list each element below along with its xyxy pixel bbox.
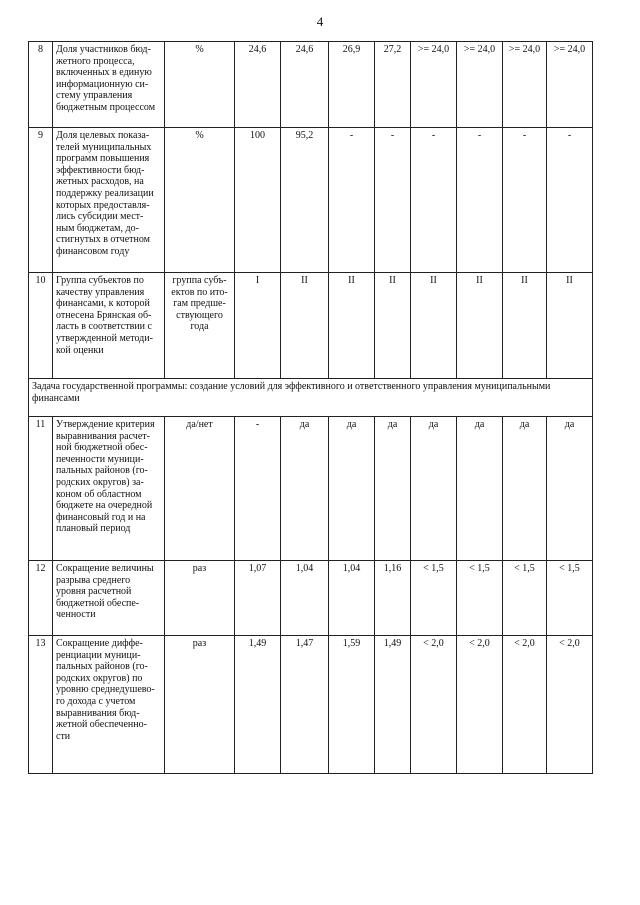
value-cell: < 2,0: [547, 636, 593, 774]
table-row: [29, 417, 593, 561]
value-cell: -: [457, 128, 503, 273]
value-cell: да: [503, 417, 547, 561]
value-cell: да: [375, 417, 411, 561]
value-cell: 1,07: [235, 561, 281, 636]
value-cell: >= 24,0: [547, 42, 593, 128]
value-cell: -: [329, 128, 375, 273]
value-cell: 1,04: [281, 561, 329, 636]
indicator-name: Сокращение диффе-ренциации муници-пальных районов (го-родских округов) по уровню среднедушево-го дохода с учетом выравнивания бюд-жетной обеспеченно-сти: [53, 636, 165, 774]
indicator-name: Сокращение величины разрыва среднего уровня расчетной бюджетной обеспе-ченности: [53, 561, 165, 636]
value-cell: < 1,5: [457, 561, 503, 636]
value-cell: 27,2: [375, 42, 411, 128]
value-cell: 1,59: [329, 636, 375, 774]
row-number: 9: [29, 128, 53, 273]
value-cell: >= 24,0: [411, 42, 457, 128]
value-cell: да: [281, 417, 329, 561]
table-row: [29, 636, 593, 774]
table-row: [29, 128, 593, 273]
value-cell: -: [375, 128, 411, 273]
value-cell: -: [503, 128, 547, 273]
table-row: [29, 561, 593, 636]
row-number: 11: [29, 417, 53, 561]
value-cell: 1,16: [375, 561, 411, 636]
indicators-table: [28, 41, 593, 774]
value-cell: да: [547, 417, 593, 561]
table-row: [29, 273, 593, 379]
value-cell: II: [281, 273, 329, 379]
value-cell: II: [375, 273, 411, 379]
unit-cell: да/нет: [165, 417, 235, 561]
value-cell: -: [235, 417, 281, 561]
value-cell: < 1,5: [547, 561, 593, 636]
indicator-name: Утверждение критерия выравнивания расчет-ной бюджетной обес-печенности муници-пальных районов (го-родских округов) за-коном об областном бюджете на очередной финансовый год и на плановый период: [53, 417, 165, 561]
section-task-heading: Задача государственной программы: создание условий для эффективного и ответственного управления муниципальными финансами: [29, 379, 593, 417]
value-cell: 95,2: [281, 128, 329, 273]
indicator-name: Группа субъектов по качеству управления финансами, к которой отнесена Брянская об-ласть в соответствии с утвержденной методи-кой оценки: [53, 273, 165, 379]
value-cell: II: [329, 273, 375, 379]
value-cell: 1,47: [281, 636, 329, 774]
table-row: [29, 42, 593, 128]
value-cell: 24,6: [235, 42, 281, 128]
value-cell: II: [503, 273, 547, 379]
value-cell: < 2,0: [411, 636, 457, 774]
value-cell: >= 24,0: [503, 42, 547, 128]
value-cell: < 1,5: [503, 561, 547, 636]
value-cell: 1,49: [235, 636, 281, 774]
indicator-name: Доля участников бюд-жетного процесса, включенных в единую информационную си-стему управления бюджетным процессом: [53, 42, 165, 128]
row-number: 10: [29, 273, 53, 379]
indicator-name: Доля целевых показа-телей муниципальных программ повышения эффективности бюд-жетных расходов, на поддержку реализации которых предоставля-лись субсидии мест-ным бюджетам, до-стигнутых в отчетном финансовом году: [53, 128, 165, 273]
value-cell: >= 24,0: [457, 42, 503, 128]
value-cell: < 1,5: [411, 561, 457, 636]
value-cell: да: [329, 417, 375, 561]
value-cell: < 2,0: [503, 636, 547, 774]
value-cell: 24,6: [281, 42, 329, 128]
value-cell: -: [547, 128, 593, 273]
value-cell: 1,04: [329, 561, 375, 636]
value-cell: < 2,0: [457, 636, 503, 774]
unit-cell: %: [165, 42, 235, 128]
page-number: 4: [316, 14, 324, 29]
value-cell: II: [547, 273, 593, 379]
value-cell: да: [411, 417, 457, 561]
unit-cell: раз: [165, 561, 235, 636]
value-cell: 26,9: [329, 42, 375, 128]
value-cell: II: [411, 273, 457, 379]
row-number: 8: [29, 42, 53, 128]
unit-cell: раз: [165, 636, 235, 774]
section-row: [29, 379, 593, 417]
value-cell: I: [235, 273, 281, 379]
value-cell: -: [411, 128, 457, 273]
row-number: 12: [29, 561, 53, 636]
value-cell: II: [457, 273, 503, 379]
value-cell: да: [457, 417, 503, 561]
value-cell: 1,49: [375, 636, 411, 774]
row-number: 13: [29, 636, 53, 774]
unit-cell: %: [165, 128, 235, 273]
unit-cell: группа субъ-ектов по ито-гам предше-ствующего года: [165, 273, 235, 379]
value-cell: 100: [235, 128, 281, 273]
